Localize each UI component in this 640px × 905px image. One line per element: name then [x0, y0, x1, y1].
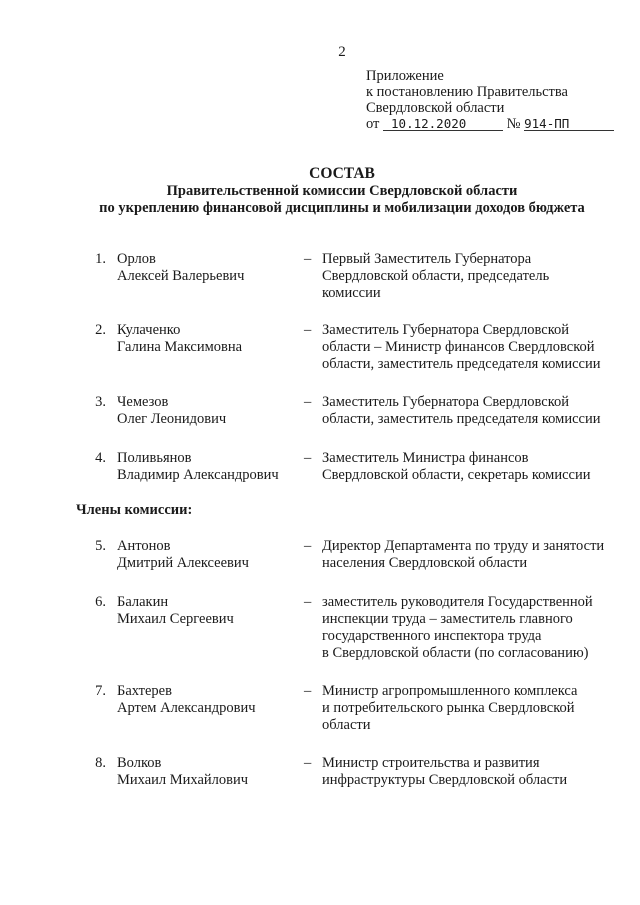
member-index: 2. [95, 322, 106, 338]
appendix-line-2: к постановлению Правительства [366, 84, 568, 100]
member-name [117, 594, 302, 628]
resolution-number: 914-ПП [524, 117, 614, 131]
member-given-names: Дмитрий Алексеевич [117, 555, 249, 571]
member-surname: Антонов [117, 538, 171, 554]
member-role-line: государственного инспектора труда [322, 628, 542, 644]
appendix-line-1: Приложение [366, 68, 444, 84]
member-role-line: области [322, 717, 371, 733]
member-given-names: Михаил Михайлович [117, 772, 249, 788]
member-role-line: в Свердловской области (по согласованию) [322, 645, 589, 661]
member-role-line: Заместитель Губернатора Свердловской [322, 394, 570, 410]
member-role-line: Первый Заместитель Губернатора [322, 251, 532, 267]
member-dash: – [304, 594, 312, 610]
member-role-line: Министр агропромышленного комплекса [322, 683, 578, 699]
member-role [322, 683, 622, 734]
member-index: 5. [95, 538, 106, 554]
number-prefix: № [506, 116, 521, 132]
member-surname: Поливьянов [117, 450, 192, 466]
appendix-block [366, 68, 614, 132]
member-dash: – [304, 538, 312, 554]
heading-subtitle-line-2: по укреплению финансовой дисциплины и мобилизации доходов бюджета [99, 200, 585, 216]
member-role-line: инфраструктуры Свердловской области [322, 772, 568, 788]
member-surname: Бахтерев [117, 683, 172, 699]
member-index: 6. [95, 594, 106, 610]
member-given-names: Олег Леонидович [117, 411, 227, 427]
member-name [117, 683, 302, 717]
member-dash: – [304, 322, 312, 338]
member-index: 1. [95, 251, 106, 267]
member-surname: Орлов [117, 251, 156, 267]
member-dash: – [304, 450, 312, 466]
member-index: 4. [95, 450, 106, 466]
member-name [117, 394, 302, 428]
member-surname: Балакин [117, 594, 169, 610]
member-role-line: Свердловской области, председатель [322, 268, 550, 284]
member-role-line: области – Министр финансов Свердловской [322, 339, 595, 355]
member-surname: Волков [117, 755, 162, 771]
member-role [322, 755, 622, 789]
member-name [117, 450, 302, 484]
member-role-line: области, заместитель председателя комиссии [322, 356, 601, 372]
member-given-names: Галина Максимовна [117, 339, 243, 355]
heading-subtitle-line-1: Правительственной комиссии Свердловской области [166, 183, 518, 199]
member-role [322, 538, 622, 572]
page-number: 2 [338, 44, 346, 60]
resolution-date: 10.12.2020 [383, 117, 503, 131]
member-role [322, 450, 622, 484]
member-name [117, 251, 302, 285]
member-name [117, 322, 302, 356]
member-name [117, 538, 302, 572]
member-role-line: комиссии [322, 285, 381, 301]
member-role-line: Министр строительства и развития [322, 755, 540, 771]
document-heading [0, 164, 640, 217]
member-given-names: Алексей Валерьевич [117, 268, 245, 284]
member-role-line: Заместитель Министра финансов [322, 450, 529, 466]
member-given-names: Артем Александрович [117, 700, 256, 716]
date-prefix: от [366, 116, 380, 132]
member-dash: – [304, 394, 312, 410]
member-given-names: Михаил Сергеевич [117, 611, 234, 627]
heading-title: СОСТАВ [309, 165, 375, 182]
member-surname: Кулаченко [117, 322, 181, 338]
member-role-line: Свердловской области, секретарь комиссии [322, 467, 591, 483]
member-dash: – [304, 251, 312, 267]
member-role-line: области, заместитель председателя комиссии [322, 411, 601, 427]
member-index: 3. [95, 394, 106, 410]
member-role-line: инспекции труда – заместитель главного [322, 611, 573, 627]
member-role-line: Директор Департамента по труду и занятости [322, 538, 605, 554]
appendix-date-row [366, 116, 614, 132]
member-surname: Чемезов [117, 394, 169, 410]
member-role-line: и потребительского рынка Свердловской [322, 700, 575, 716]
member-given-names: Владимир Александрович [117, 467, 279, 483]
member-index: 8. [95, 755, 106, 771]
appendix-line-3: Свердловской области [366, 100, 505, 116]
member-role-line: Заместитель Губернатора Свердловской [322, 322, 570, 338]
member-dash: – [304, 683, 312, 699]
member-role-line: заместитель руководителя Государственной [322, 594, 593, 610]
members-section-heading: Члены комиссии: [76, 502, 193, 518]
member-role [322, 594, 622, 662]
member-role-line: населения Свердловской области [322, 555, 528, 571]
member-role [322, 251, 622, 302]
member-dash: – [304, 755, 312, 771]
member-role [322, 394, 622, 428]
member-role [322, 322, 622, 373]
member-name [117, 755, 302, 789]
member-index: 7. [95, 683, 106, 699]
